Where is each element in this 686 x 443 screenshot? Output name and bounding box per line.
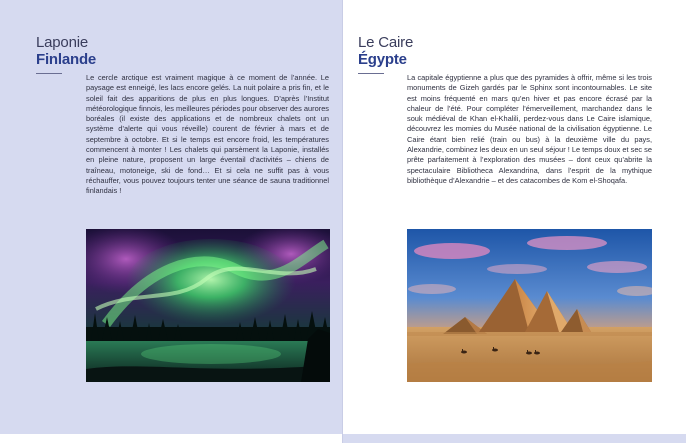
right-title-rule [358,73,384,74]
right-bottom-band [343,434,686,443]
left-bottom-band [0,434,343,443]
left-country-heading: Finlande [36,51,97,68]
left-city-heading: Laponie [36,34,88,51]
right-body-text: La capitale égyptienne a plus que des pyramides à offrir, même si les trois monuments de Gizeh gardés par le Sphinx sont incontournables. Le site est moins fréquenté en mars qu’en hiver et pas encore écrasé par la chaleur de l’été. Pour compléter l’émerveillement, marchandez dans le souk médiéval de Khan el-Khalili, perdez-vous dans Le Caire islamique, découvrez les momies du Musée national de la civilisation égyptienne. Le Caire étant bien relié (train ou bus) à la deuxième ville du pays, Alexandrie, combinez les deux en un seul séjour ! Le temps doux et sec se prête parfaitement à l’exploration des musées – dont ceux qu’abrite la spectaculaire Bibliotheca Alexandrina, dans l’esprit de la mythique bibliothèque d’Alexandrie – et des catacombes de Kom el-Shoqafa. [407,73,652,185]
aurora-photo [86,229,330,382]
left-title-rule [36,73,62,74]
left-body-text: Le cercle arctique est vraiment magique à ce moment de l’année. Le paysage est enneigé, les lacs encore gelés. La nuit polaire a pris fin, et le soleil fait des apparitions de plus en plus longues. D’après l’Institut météorologique finnois, les meilleures périodes pour observer des aurores boréales (il existe des applications et de nombreux chalets ont un système d’alerte qui vous réveille) courent de février à mars et de septembre à octobre. Et si le temps est encore froid, les températures commencent à monter ! Les chalets qui parsèment la Laponie, installés en pleine nature, proposent un large éventail d’activités – chiens de traîneau, motoneige, ski de fond… Et si cela ne suffit pas à vous réchauffer, vous pouvez toujours tenter une séance de sauna traditionnel finlandais ! [86,73,329,196]
right-title-block [358,34,413,68]
pyramids-photo [407,229,652,382]
right-country-heading: Égypte [358,51,407,68]
right-page [343,0,686,443]
right-city-heading: Le Caire [358,34,414,51]
left-title-block [36,34,96,68]
